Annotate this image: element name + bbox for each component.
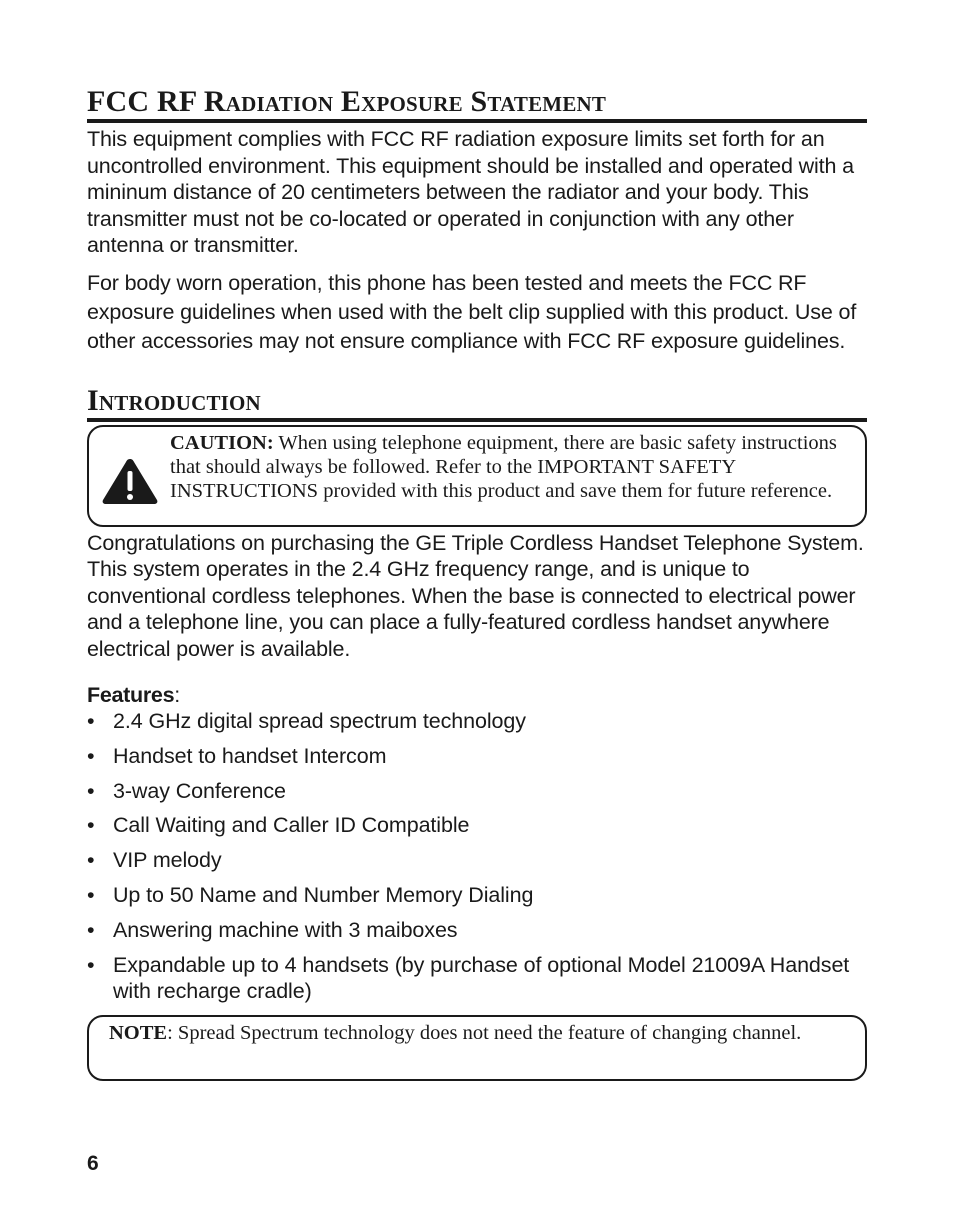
feature-item: • VIP melody xyxy=(87,847,867,874)
intro-paragraph: Congratulations on purchasing the GE Triple Cordless Handset Telephone System. This system operates in the 2.4 GHz frequency range, and is unique to conventional cordless telephones. When the base is connected to electrical power and a telephone line, you can place a fully-featured cordless handset anywhere electrical power is available. xyxy=(87,530,864,661)
caution-label: CAUTION: xyxy=(170,431,274,454)
fcc-paragraph-1: This equipment complies with FCC RF radiation exposure limits set forth for an uncontrolled environment. This equipment should be installed and operated with a mininum distance of 20 centimeters between the radiator and your body. This transmitter must not be co-located or operated in conjunction with any other antenna or transmitter. xyxy=(87,127,854,257)
note-label: NOTE xyxy=(109,1021,168,1044)
caution-text: When using telephone equipment, there are basic safety instructions that should always be followed. Refer to the IMPORTANT SAFETY INSTRUCTIONS provided with this product and save them for future reference. xyxy=(170,431,837,502)
note-text: : Spread Spectrum technology does not need the feature of changing channel. xyxy=(167,1021,802,1044)
feature-item: • 2.4 GHz digital spread spectrum technology xyxy=(87,708,867,735)
features-label-colon: : xyxy=(174,683,180,707)
features-list xyxy=(87,708,867,1005)
fcc-section-heading: FCC RF Radiation Exposure Statement xyxy=(87,87,867,123)
caution-box xyxy=(87,425,867,527)
feature-item: • Up to 50 Name and Number Memory Dialing xyxy=(87,882,867,909)
introduction-heading: Introduction xyxy=(87,386,867,422)
warning-triangle-icon xyxy=(101,457,159,505)
note-box xyxy=(87,1015,867,1081)
fcc-paragraph-2: For body worn operation, this phone has been tested and meets the FCC RF exposure guidelines when used with the belt clip supplied with this product. Use of other accessories may not ensure compliance with FCC RF exposure guidelines. xyxy=(87,270,857,353)
page-number: 6 xyxy=(87,1152,99,1175)
document-page xyxy=(87,0,867,1081)
feature-item: • Call Waiting and Caller ID Compatible xyxy=(87,812,867,839)
feature-item: • Handset to handset Intercom xyxy=(87,743,867,770)
feature-item: • Answering machine with 3 maiboxes xyxy=(87,917,867,944)
feature-item: • Expandable up to 4 handsets (by purchase of optional Model 21009A Handset with recharge cradle) xyxy=(87,952,867,1005)
feature-item: • 3-way Conference xyxy=(87,778,867,805)
features-label xyxy=(87,682,867,708)
features-label-text: Features xyxy=(87,683,175,707)
